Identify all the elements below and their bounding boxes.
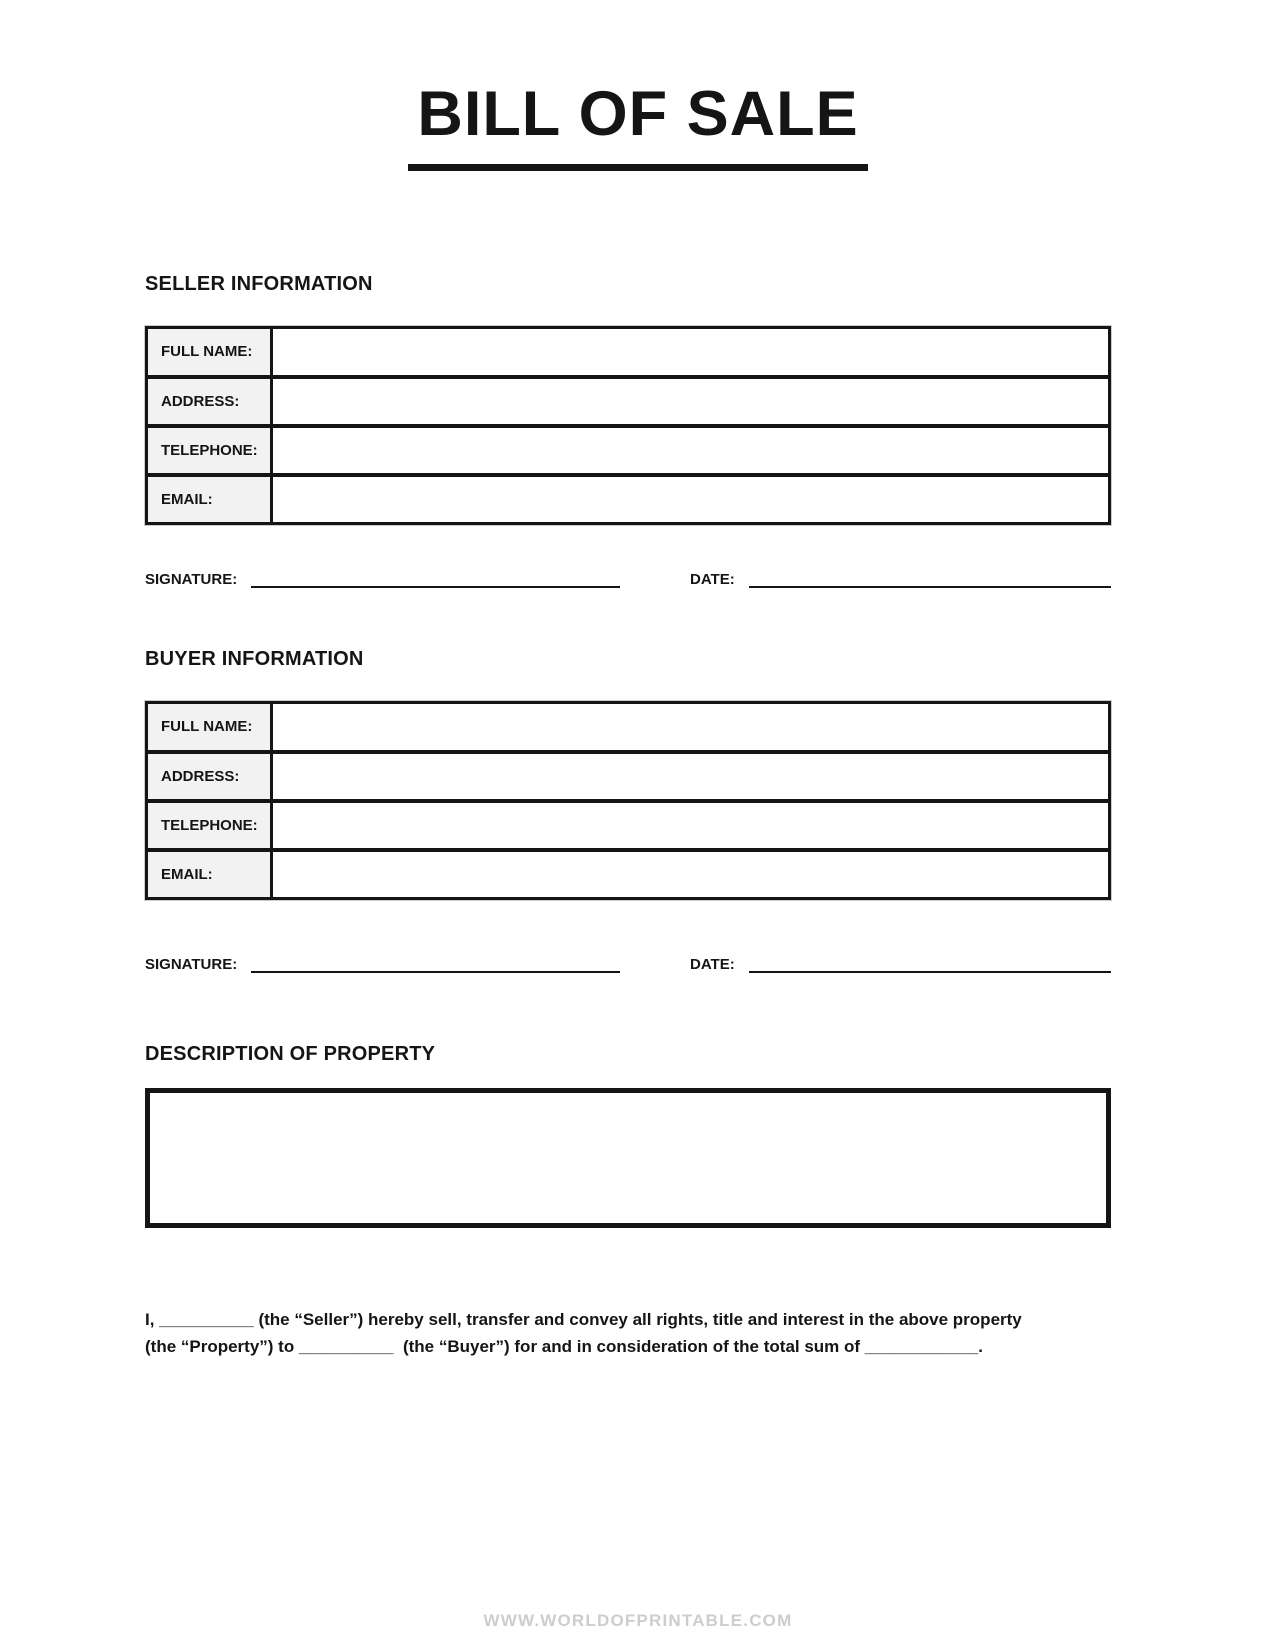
seller-section-heading: SELLER INFORMATION: [145, 273, 373, 295]
seller-email-input[interactable]: [272, 475, 1110, 524]
seller-telephone-input[interactable]: [272, 426, 1110, 475]
buyer-telephone-input[interactable]: [272, 801, 1110, 850]
buyer-address-input[interactable]: [272, 752, 1110, 801]
seller-date-group: [690, 571, 1111, 588]
property-section-heading: DESCRIPTION OF PROPERTY: [145, 1043, 436, 1065]
buyer-full-name-input[interactable]: [272, 703, 1110, 752]
seller-email-label: EMAIL:: [147, 475, 272, 524]
seller-date-label: DATE:: [690, 571, 735, 588]
declaration-paragraph: [145, 1306, 1111, 1360]
seller-address-label: ADDRESS:: [147, 377, 272, 426]
seller-address-input[interactable]: [272, 377, 1110, 426]
form-content: [145, 273, 1111, 1360]
buyer-email-input[interactable]: [272, 850, 1110, 899]
table-row: [147, 328, 1110, 377]
buyer-email-label: EMAIL:: [147, 850, 272, 899]
buyer-address-label: ADDRESS:: [147, 752, 272, 801]
seller-full-name-input[interactable]: [272, 328, 1110, 377]
seller-signature-line[interactable]: [251, 572, 620, 588]
buyer-date-group: [690, 956, 1111, 973]
table-row: [147, 377, 1110, 426]
table-row: [147, 801, 1110, 850]
buyer-full-name-label: FULL NAME:: [147, 703, 272, 752]
page-title: BILL OF SALE: [417, 79, 859, 149]
buyer-date-line[interactable]: [749, 957, 1111, 973]
buyer-telephone-label: TELEPHONE:: [147, 801, 272, 850]
buyer-signature-group: [145, 956, 620, 973]
footer-url: WWW.WORLDOFPRINTABLE.COM: [483, 1611, 793, 1630]
buyer-signature-row: [145, 956, 1111, 973]
property-description-input[interactable]: [145, 1088, 1111, 1228]
seller-date-line[interactable]: [749, 572, 1111, 588]
seller-signature-label: SIGNATURE:: [145, 571, 238, 588]
seller-info-table: [145, 326, 1111, 525]
title-underline: [408, 164, 868, 171]
buyer-section-heading: BUYER INFORMATION: [145, 648, 364, 670]
seller-telephone-label: TELEPHONE:: [147, 426, 272, 475]
table-row: [147, 426, 1110, 475]
seller-signature-group: [145, 571, 620, 588]
table-row: [147, 850, 1110, 899]
buyer-info-table: [145, 701, 1111, 900]
table-row: [147, 475, 1110, 524]
declaration-line-1: I, __________ (the “Seller”) hereby sell, transfer and convey all rights, title and interest in the above property: [145, 1310, 1022, 1329]
seller-signature-row: [145, 571, 1111, 588]
seller-full-name-label: FULL NAME:: [147, 328, 272, 377]
declaration-line-2: (the “Property”) to __________ (the “Buyer”) for and in consideration of the total sum of ____________.: [145, 1337, 983, 1357]
buyer-date-label: DATE:: [690, 956, 735, 973]
table-row: [147, 752, 1110, 801]
table-row: [147, 703, 1110, 752]
buyer-signature-line[interactable]: [251, 957, 620, 973]
buyer-signature-label: SIGNATURE:: [145, 956, 238, 973]
title-block: [0, 0, 1276, 171]
